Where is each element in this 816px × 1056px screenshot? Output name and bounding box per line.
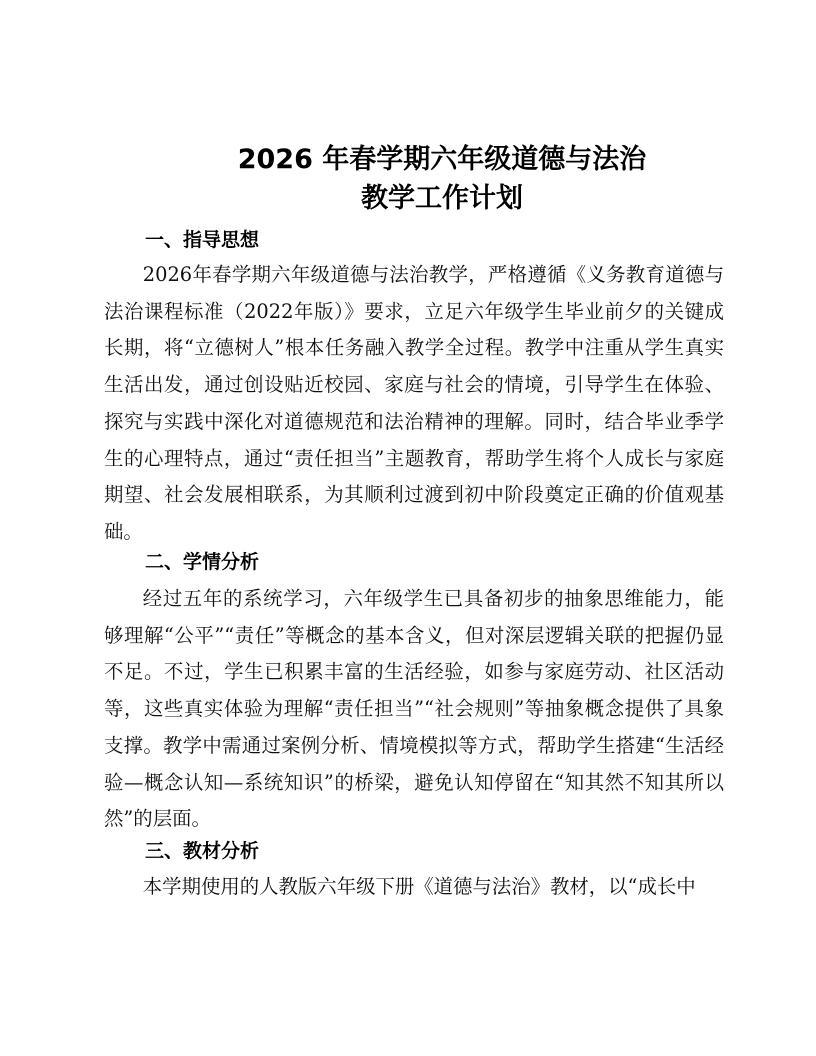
paragraph-text: 本学期使用的人教版六年级下册《道德与法治》教材，以“成长中 bbox=[142, 875, 696, 898]
section-heading-guiding-thought: 一、指导思想 bbox=[145, 229, 260, 251]
section-body-guiding-thought bbox=[104, 257, 724, 551]
section-heading-student-analysis: 二、学情分析 bbox=[145, 551, 260, 573]
section-body-student-analysis bbox=[104, 581, 724, 838]
document-title-line1: 2026 年春学期六年级道德与法治 bbox=[237, 144, 647, 175]
document-title-line2: 教学工作计划 bbox=[361, 183, 523, 214]
section-heading-textbook-analysis: 三、教材分析 bbox=[145, 840, 260, 862]
section-body-textbook-analysis bbox=[104, 869, 724, 906]
paragraph-text: 2026年春学期六年级道德与法治教学，严格遵循《义务教育道德与法治课程标准（2022年版）》要求，立足六年级学生毕业前夕的关键成长期，将“立德树人”根本任务融入教学全过程。教学中注重从学生真实生活出发，通过创设贴近校园、家庭与社会的情境，引导学生在体验、探究与实践中深化对道德规范和法治精神的理解。同时，结合毕业季学生的心理特点，通过“责任担当”主题教育，帮助学生将个人成长与家庭期望、社会发展相联系，为其顺利过渡到初中阶段奠定正确的价值观基础。 bbox=[104, 263, 724, 543]
paragraph-text: 经过五年的系统学习，六年级学生已具备初步的抽象思维能力，能够理解“公平”“责任”等概念的基本含义，但对深层逻辑关联的把握仍显不足。不过，学生已积累丰富的生活经验，如参与家庭劳动、社区活动等，这些真实体验为理解“责任担当”“社会规则”等抽象概念提供了具象支撑。教学中需通过案例分析、情境模拟等方式，帮助学生搭建“生活经验—概念认知—系统知识”的桥梁，避免认知停留在“知其然不知其所以然”的层面。 bbox=[104, 587, 724, 831]
